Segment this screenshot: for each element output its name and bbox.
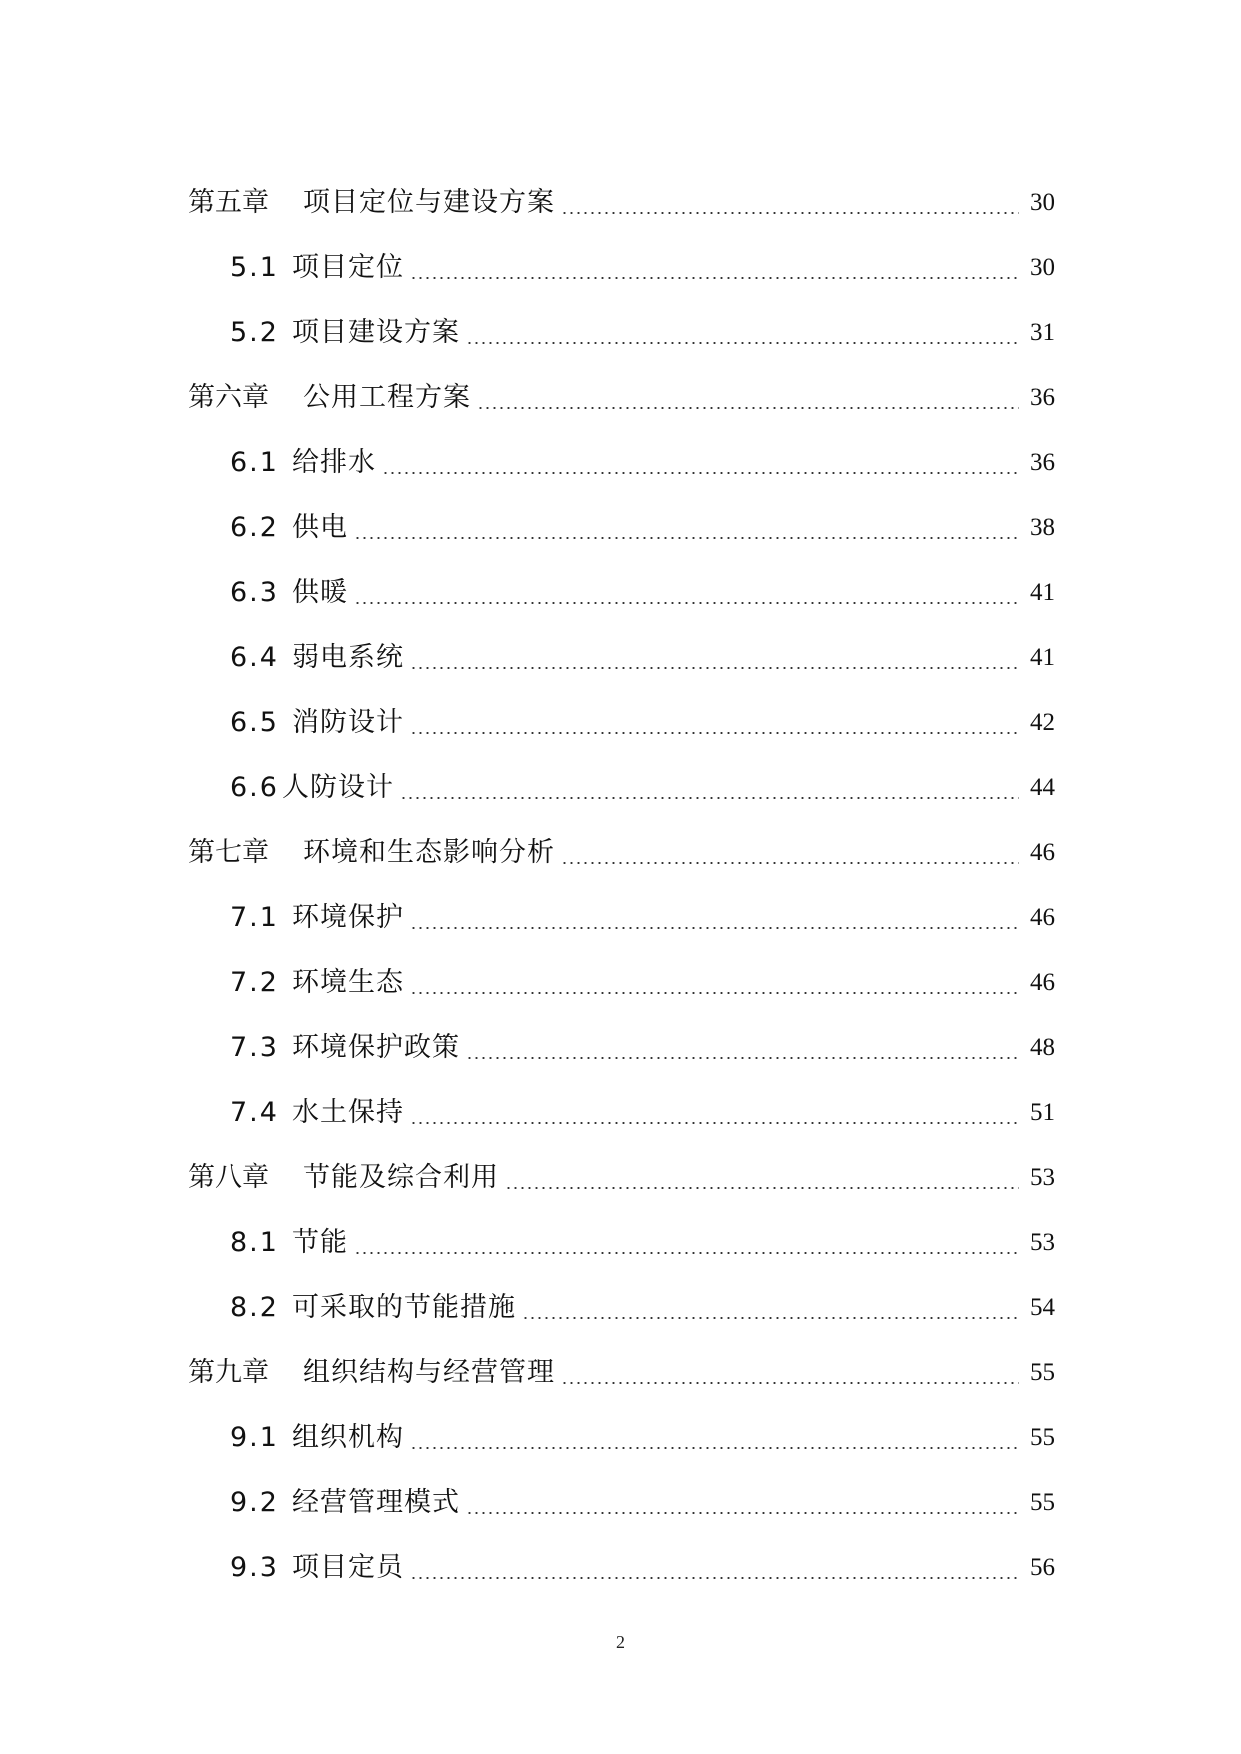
- entry-title: 项目定位: [292, 252, 404, 283]
- dot-leader: [410, 927, 1019, 929]
- entry-title: 项目定位与建设方案: [303, 187, 555, 218]
- dot-leader: [410, 277, 1019, 279]
- toc-chapter-6[interactable]: [188, 353, 1055, 418]
- toc-section-5-1[interactable]: [188, 223, 1055, 288]
- entry-title: 环境保护政策: [292, 1032, 460, 1063]
- dot-leader: [410, 1577, 1019, 1579]
- toc-section-9-3[interactable]: [188, 1523, 1055, 1588]
- entry-title: 组织机构: [292, 1422, 404, 1453]
- toc-section-8-1[interactable]: [188, 1198, 1055, 1263]
- toc-section-6-6[interactable]: [188, 743, 1055, 808]
- toc-section-6-2[interactable]: [188, 483, 1055, 548]
- toc-chapter-5[interactable]: [188, 158, 1055, 223]
- section-number: 9.3: [230, 1552, 279, 1583]
- page-number: 56: [1030, 1554, 1055, 1581]
- entry-title: 给排水: [292, 447, 376, 478]
- dot-leader: [561, 862, 1019, 864]
- toc-chapter-9[interactable]: [188, 1328, 1055, 1393]
- toc-section-7-3[interactable]: [188, 1003, 1055, 1068]
- section-number: 8.2: [230, 1292, 279, 1323]
- dot-leader: [561, 212, 1019, 214]
- dot-leader: [466, 342, 1019, 344]
- section-number: 7.1: [230, 902, 279, 933]
- page-number: 46: [1030, 969, 1055, 996]
- entry-title: 组织结构与经营管理: [303, 1357, 555, 1388]
- toc-section-8-2[interactable]: [188, 1263, 1055, 1328]
- entry-title: 公用工程方案: [303, 382, 471, 413]
- page-number: 41: [1030, 579, 1055, 606]
- page-number: 55: [1030, 1489, 1055, 1516]
- section-number: 6.3: [230, 577, 279, 608]
- entry-title: 水土保持: [292, 1097, 404, 1128]
- toc-section-7-1[interactable]: [188, 873, 1055, 938]
- entry-title: 环境生态: [292, 967, 404, 998]
- entry-title: 节能: [292, 1227, 348, 1258]
- page-number: 53: [1030, 1229, 1055, 1256]
- dot-leader: [477, 407, 1019, 409]
- page-number: 42: [1030, 709, 1055, 736]
- page-number: 53: [1030, 1164, 1055, 1191]
- chapter-number: 第五章: [188, 187, 269, 218]
- section-number: 6.4: [230, 642, 279, 673]
- chapter-number: 第六章: [188, 382, 269, 413]
- chapter-number: 第九章: [188, 1357, 269, 1388]
- footer-page-number: 2: [616, 1632, 625, 1652]
- dot-leader: [410, 1122, 1019, 1124]
- section-number: 7.2: [230, 967, 279, 998]
- section-number: 7.3: [230, 1032, 279, 1063]
- dot-leader: [410, 667, 1019, 669]
- entry-title: 供暖: [292, 577, 348, 608]
- section-number: 5.2: [230, 317, 279, 348]
- page-number: 55: [1030, 1424, 1055, 1451]
- page-number: 55: [1030, 1359, 1055, 1386]
- chapter-number: 第八章: [188, 1162, 269, 1193]
- section-number: 7.4: [230, 1097, 279, 1128]
- page-number: 36: [1030, 449, 1055, 476]
- dot-leader: [466, 1057, 1019, 1059]
- entry-title: 消防设计: [292, 707, 404, 738]
- page-number: 31: [1030, 319, 1055, 346]
- dot-leader: [561, 1382, 1019, 1384]
- entry-title: 弱电系统: [292, 642, 404, 673]
- toc-section-9-2[interactable]: [188, 1458, 1055, 1523]
- page-number: 30: [1030, 189, 1055, 216]
- section-number: 6.1: [230, 447, 279, 478]
- page-number: 51: [1030, 1099, 1055, 1126]
- entry-title: 项目建设方案: [292, 317, 460, 348]
- page-number: 54: [1030, 1294, 1055, 1321]
- entry-title: 人防设计: [282, 772, 394, 803]
- dot-leader: [354, 1252, 1019, 1254]
- toc-section-7-2[interactable]: [188, 938, 1055, 1003]
- page-number: 46: [1030, 839, 1055, 866]
- entry-title: 项目定员: [292, 1552, 404, 1583]
- entry-title: 环境保护: [292, 902, 404, 933]
- entry-title: 节能及综合利用: [303, 1162, 499, 1193]
- chapter-number: 第七章: [188, 837, 269, 868]
- section-number: 8.1: [230, 1227, 279, 1258]
- entry-title: 可采取的节能措施: [292, 1292, 516, 1323]
- toc-section-9-1[interactable]: [188, 1393, 1055, 1458]
- section-number: 5.1: [230, 252, 279, 283]
- dot-leader: [522, 1317, 1019, 1319]
- toc-section-6-4[interactable]: [188, 613, 1055, 678]
- entry-title: 供电: [292, 512, 348, 543]
- page-number: 41: [1030, 644, 1055, 671]
- dot-leader: [354, 602, 1019, 604]
- dot-leader: [382, 472, 1019, 474]
- toc-section-6-1[interactable]: [188, 418, 1055, 483]
- dot-leader: [354, 537, 1019, 539]
- toc-section-5-2[interactable]: [188, 288, 1055, 353]
- page-number: 44: [1030, 774, 1055, 801]
- page-number: 38: [1030, 514, 1055, 541]
- section-number: 6.2: [230, 512, 279, 543]
- toc-chapter-8[interactable]: [188, 1133, 1055, 1198]
- dot-leader: [400, 797, 1019, 799]
- dot-leader: [410, 992, 1019, 994]
- entry-title: 环境和生态影响分析: [303, 837, 555, 868]
- toc-chapter-7[interactable]: [188, 808, 1055, 873]
- dot-leader: [505, 1187, 1019, 1189]
- section-number: 6.5: [230, 707, 279, 738]
- table-of-contents: [188, 158, 1055, 1588]
- dot-leader: [410, 732, 1019, 734]
- page-number: 30: [1030, 254, 1055, 281]
- page-number: 48: [1030, 1034, 1055, 1061]
- page-number: 36: [1030, 384, 1055, 411]
- dot-leader: [466, 1512, 1019, 1514]
- entry-title: 经营管理模式: [292, 1487, 460, 1518]
- section-number: 9.2: [230, 1487, 279, 1518]
- section-number: 9.1: [230, 1422, 279, 1453]
- toc-section-6-5[interactable]: [188, 678, 1055, 743]
- page-number: 46: [1030, 904, 1055, 931]
- toc-section-7-4[interactable]: [188, 1068, 1055, 1133]
- toc-section-6-3[interactable]: [188, 548, 1055, 613]
- section-number: 6.6: [230, 772, 279, 803]
- dot-leader: [410, 1447, 1019, 1449]
